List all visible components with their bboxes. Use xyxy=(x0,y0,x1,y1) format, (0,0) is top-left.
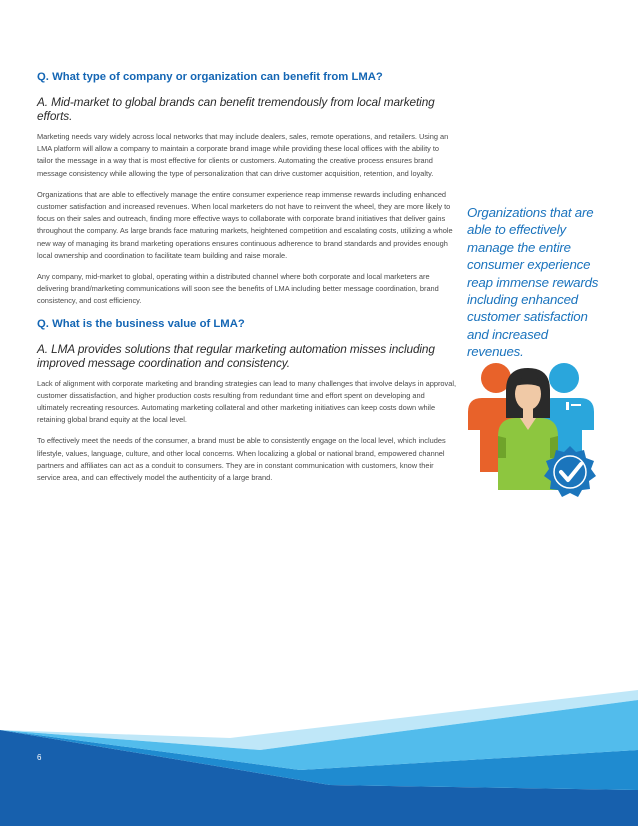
section1-paragraph-2: Organizations that are able to effectively manage the entire consumer experience reap immense rewards including enhanced customer satisfaction and increased revenues. When local marketers do not have to reinvent the wheel, they are more likely to focus on their sales and outreach, finding more effective ways to collaborate with corporate brand initiatives that deliver gains throughout the company. As large brands face maturing markets, heightened competition and escalating costs, utilizing a whole new way of managing its brand marketing operations ensures continuous adherence to brand standards and provides enough local ownership and coordination to facilitate team building and raise morale. xyxy=(37,189,453,260)
footer-band xyxy=(0,690,638,826)
section2-question: Q. What is the business value of LMA? xyxy=(37,317,245,330)
main-column xyxy=(37,70,457,493)
page-number: 6 xyxy=(37,753,42,762)
section1-paragraph-1: Marketing needs vary widely across local networks that may include dealers, sales, remote operations, and retailers. Using an LMA platform will allow a company to maintain a corporate brand image while providing these local offices with the ability to tailor the message in a way that is most effective for clients or customers. Automating the creative process ensures brand message consistency while allowing the type of personalization that can drive customer acquisition, retention, and loyalty. xyxy=(37,132,449,178)
team-approval-illustration xyxy=(462,360,612,510)
section1-paragraph-3: Any company, mid-market to global, operating within a distributed channel where both corporate and local marketers are delivering brand/marketing communications will soon see the benefits of LMA including better message coordination, brand consistency, and cost efficiency. xyxy=(37,272,439,306)
section1-answer: A. Mid-market to global brands can benefit tremendously from local marketing efforts. xyxy=(37,95,435,123)
section2-paragraph-2: To effectively meet the needs of the consumer, a brand must be able to consistently engage on the local level, which includes lifestyle, values, language, culture, and other local concerns. When localizing a global or national brand, empowered channel partners and affiliates can act as a conduit to consumers. They are in constant communication with customers, know their service area, and can effectively model the authenticity of a large brand. xyxy=(37,436,446,483)
section2-answer: A. LMA provides solutions that regular marketing automation misses including improved message coordination and consistency. xyxy=(37,341,435,370)
section2-paragraph-1: Lack of alignment with corporate marketing and branding strategies can lead to many challenges that involve delays in approval, customer dissatisfaction, and higher production costs resulting from redundant time and effort spent on developing and ultimately recreating resources. Automating marketing collateral and other marketing initiatives can keep costs down while retaining global brand equity at the local level. xyxy=(37,378,457,425)
section1-question: Q. What type of company or organization can benefit from LMA? xyxy=(37,71,383,83)
pull-quote: Organizations that are able to effectively manage the entire consumer experience reap immense rewards including enhanced customer satisfaction and increased revenues. xyxy=(467,205,599,360)
